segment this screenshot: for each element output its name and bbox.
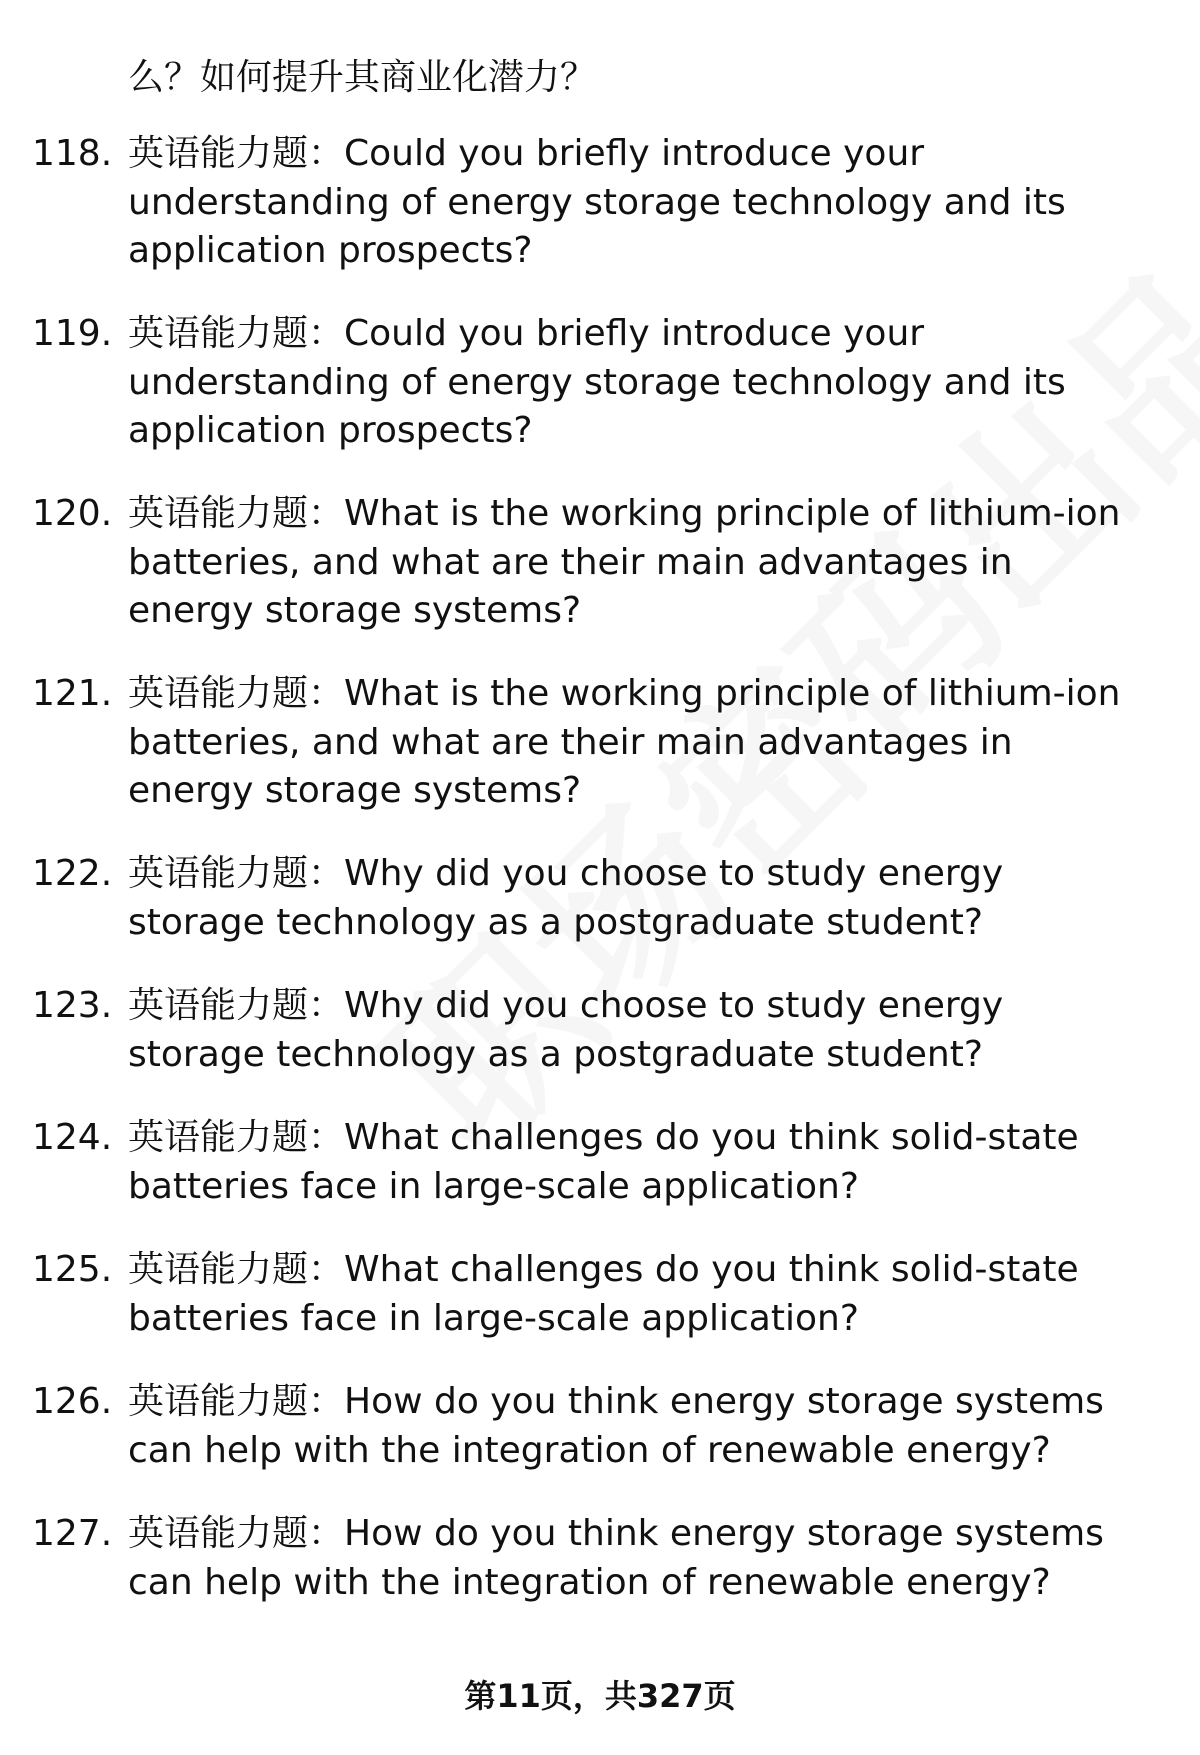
page-footer: 第11页，共327页 (464, 1677, 736, 1715)
question-item (0, 1246, 1200, 1378)
question-item (0, 1510, 1200, 1642)
question-text: 英语能力题：Could you briefly introduce your understanding of energy storage technology and its application prospects? (128, 313, 1066, 451)
question-text: 英语能力题：How do you think energy storage systems can help with the integration of renewable energy? (128, 1381, 1104, 1471)
question-item (0, 310, 1200, 490)
question-number: 126. (32, 1381, 113, 1422)
question-number: 120. (32, 493, 113, 534)
question-text: 英语能力题：Could you briefly introduce your understanding of energy storage technology and its application prospects? (128, 133, 1066, 271)
question-number: 121. (32, 673, 113, 714)
question-number: 125. (32, 1249, 113, 1290)
question-number: 124. (32, 1117, 113, 1158)
question-number: 118. (32, 133, 113, 174)
question-list (0, 130, 1200, 1642)
question-text: 英语能力题：Why did you choose to study energy storage technology as a postgraduate student? (128, 985, 1004, 1075)
question-item (0, 130, 1200, 310)
question-text: 英语能力题：What is the working principle of lithium-ion batteries, and what are their main advantages in energy storage systems? (128, 673, 1121, 811)
question-number: 127. (32, 1513, 113, 1554)
question-text: 英语能力题：What challenges do you think solid-state batteries face in large-scale application? (128, 1117, 1079, 1207)
question-item (0, 670, 1200, 850)
question-item (0, 490, 1200, 670)
question-text: 英语能力题：What challenges do you think solid-state batteries face in large-scale application? (128, 1249, 1079, 1339)
question-item (0, 1378, 1200, 1510)
question-number: 123. (32, 985, 113, 1026)
question-item (0, 982, 1200, 1114)
question-number: 122. (32, 853, 113, 894)
question-item (0, 850, 1200, 982)
question-number: 119. (32, 313, 113, 354)
continuation-text: 么？如何提升其商业化潜力？ (128, 57, 597, 98)
question-item (0, 1114, 1200, 1246)
question-text: 英语能力题：Why did you choose to study energy storage technology as a postgraduate student? (128, 853, 1004, 943)
question-text: 英语能力题：What is the working principle of lithium-ion batteries, and what are their main advantages in energy storage systems? (128, 493, 1121, 631)
question-text: 英语能力题：How do you think energy storage systems can help with the integration of renewable energy? (128, 1513, 1104, 1603)
